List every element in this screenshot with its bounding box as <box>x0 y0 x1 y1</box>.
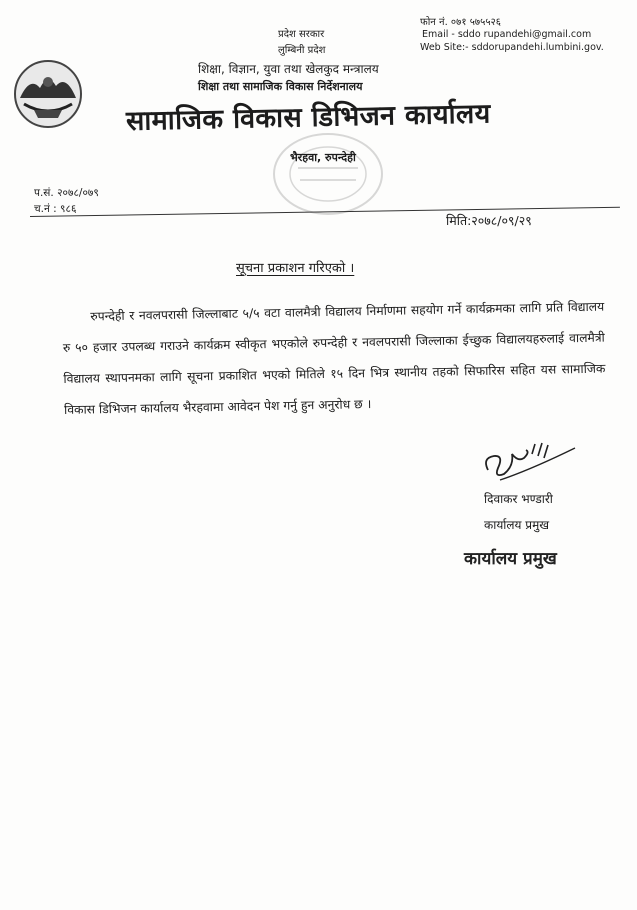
office-location: भैरहवा, रुपन्देही <box>290 151 356 164</box>
office-stamp-icon <box>268 128 388 220</box>
government-label: प्रदेश सरकार <box>278 29 325 40</box>
province-label: लुम्बिनी प्रदेश <box>278 45 326 56</box>
email-address: Email - sddo rupandehi@gmail.com <box>422 29 592 40</box>
nepal-emblem-icon <box>10 58 86 130</box>
signer-title: कार्यालय प्रमुख <box>484 518 550 532</box>
signature-icon <box>480 440 578 494</box>
letter-subject: सूचना प्रकाशन गरिएको । <box>236 261 355 276</box>
dispatch-number: च.नं : ९८६ <box>34 203 77 215</box>
designation-stamp: कार्यालय प्रमुख <box>464 549 557 569</box>
letter-date: मिति:२०७८/०९/२९ <box>446 213 532 228</box>
directorate-name: शिक्षा तथा सामाजिक विकास निर्देशनालय <box>198 80 363 93</box>
letter-body: रुपन्देही र नवलपरासी जिल्लाबाट ५/५ वटा वालमैत्री विद्यालय निर्माणमा सहयोग गर्ने कार्यक्रमका लागि प्रति विद्यालय रु ५० हजार उपलब्ध गराउने कार्यक्रम स्वीकृत भएकोले रुपन्देही र नवलपरासी जिल्लाका ईच्छुक विद्यालयहरुलाई वालमैत्री विद्यालय स्थापनमका लागि सूचना प्रकाशित भएको मितिले १५ दिन भित्र स्थानीय तहको सिफारिस सहित यस सामाजिक विकास डिभिजन कार्यालय भैरहवामा आवेदन पेश गर्नु हुन अनुरोध छ । <box>62 299 606 417</box>
ministry-name: शिक्षा, विज्ञान, युवा तथा खेलकुद मन्त्रालय <box>198 62 379 76</box>
phone-number: फोन नं. ०७१ ५७५५२६ <box>420 17 501 28</box>
fiscal-year-ref: प.सं. २०७८/०७९ <box>34 187 99 199</box>
office-title: सामाजिक विकास डिभिजन कार्यालय <box>125 98 491 137</box>
website-address: Web Site:- sddorupandehi.lumbini.gov. <box>420 42 604 53</box>
signer-name: दिवाकर भण्डारी <box>484 492 553 506</box>
